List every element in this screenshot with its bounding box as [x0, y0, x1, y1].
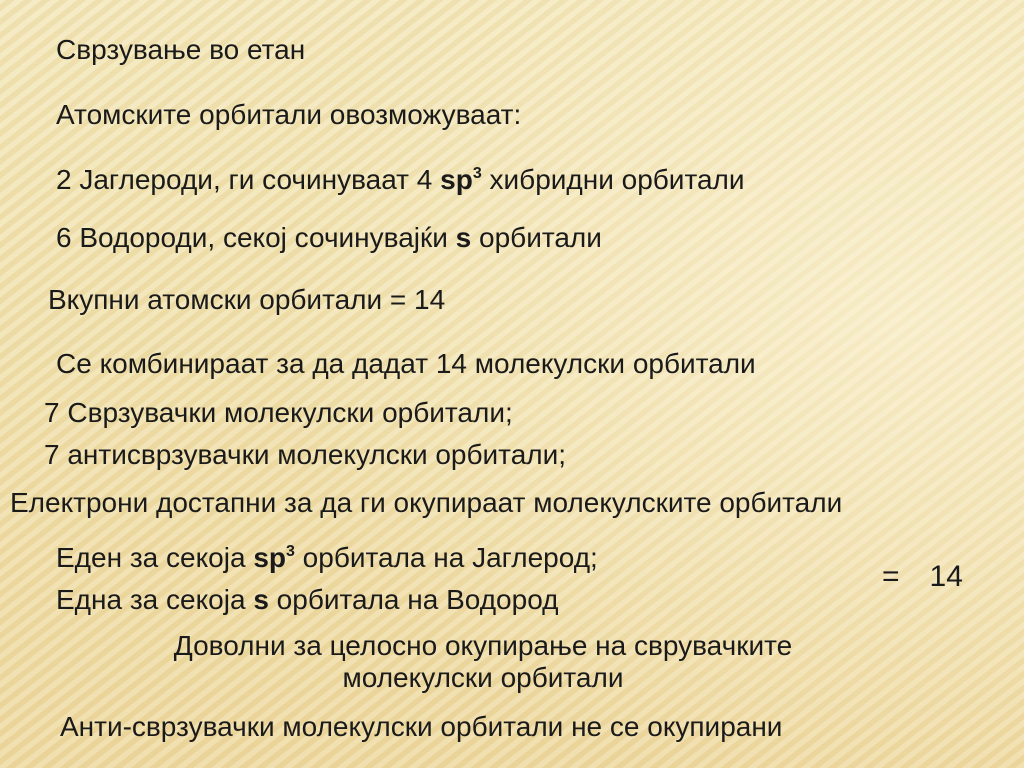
sufficient-line-1: Доволни за целосно окупирање на сврувачките	[173, 630, 793, 661]
electron-total	[882, 560, 963, 594]
per-carbon-post: орбитала на Јаглерод;	[294, 542, 598, 573]
electrons-line: Електрони достапни за да ги окупираат молекулските орбитали	[10, 487, 843, 518]
intro-text: Атомските орбитали овозможуваат:	[56, 99, 522, 130]
hydrogen-text-pre: 6 Водороди, секој сочинувајќи	[56, 222, 456, 253]
per-carbon-superscript: 3	[286, 543, 295, 560]
carbon-hybrid-superscript: 3	[472, 165, 482, 182]
per-hydrogen-orbital-label: s	[253, 584, 269, 615]
carbon-orbitals-line	[56, 164, 745, 196]
bonding-line: 7 Сврзувачки молекулски орбитали;	[44, 397, 513, 428]
per-carbon-pre: Еден за секоја	[56, 542, 254, 573]
sufficient-line-2: молекулски орбитали	[342, 662, 624, 693]
equals-sign: =	[882, 560, 900, 593]
per-hydrogen-pre: Една за секоја	[56, 584, 254, 615]
antibonding-note: Анти-сврзувачки молекулски орбитали не се окупирани	[60, 711, 783, 742]
electron-total-value: 14	[929, 560, 963, 593]
slide-title: Сврзување во етан	[56, 34, 306, 65]
combine-line: Се комбинираат за да дадат 14 молекулски орбитали	[56, 348, 756, 379]
hydrogen-text-post: орбитали	[471, 222, 602, 253]
carbon-text-pre: 2 Јаглероди, ги сочинуваат 4	[56, 164, 441, 195]
sufficient-block	[0, 630, 966, 694]
carbon-hybrid-label: sp	[440, 164, 473, 195]
per-carbon-line	[56, 542, 598, 574]
total-orbitals-line: Вкупни атомски орбитали = 14	[48, 284, 446, 315]
per-hydrogen-post: орбитала на Водород	[268, 584, 559, 615]
hydrogen-orbital-label: s	[455, 222, 472, 253]
per-carbon-hybrid-label: sp	[253, 542, 286, 573]
per-hydrogen-line	[56, 584, 559, 616]
carbon-text-post: хибридни орбитали	[481, 164, 745, 195]
hydrogen-orbitals-line	[56, 222, 602, 254]
antibonding-line: 7 антисврзувачки молекулски орбитали;	[44, 439, 567, 470]
